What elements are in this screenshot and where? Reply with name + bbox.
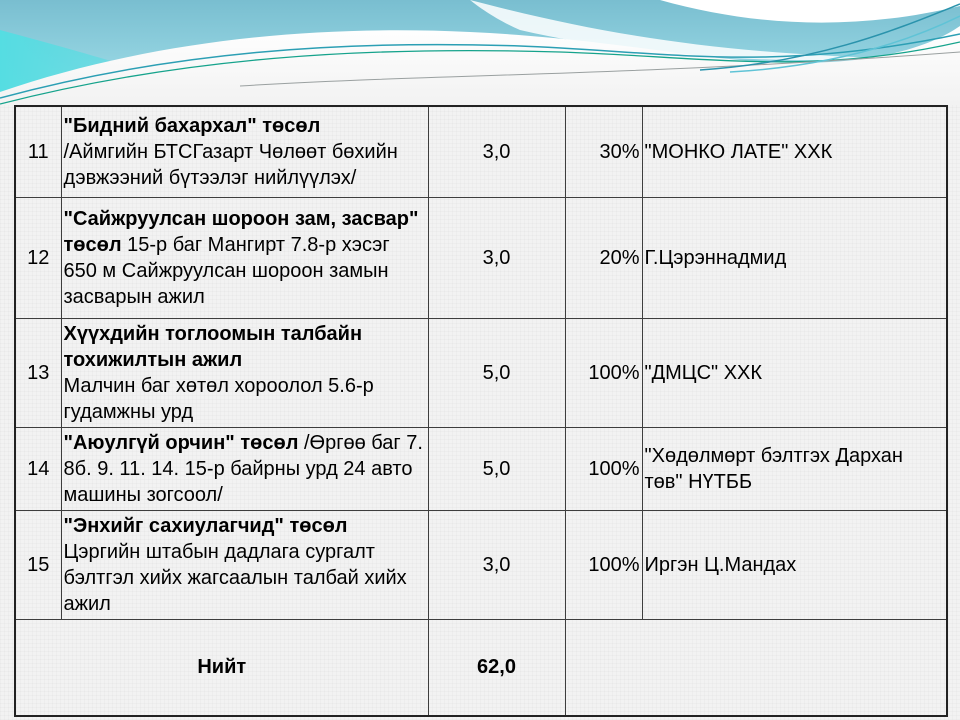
total-amount: 62,0 (428, 619, 565, 716)
project-description-cell (61, 106, 428, 197)
project-title: "Сайжруулсан шороон зам, засвар" төсөл (63, 207, 419, 256)
total-empty-cell (565, 619, 947, 716)
contractor-cell: "МОНКО ЛАТЕ" ХХК (642, 106, 947, 197)
row-number: 13 (15, 318, 61, 427)
contractor-cell: Г.Цэрэннадмид (642, 197, 947, 318)
project-description-cell (61, 318, 428, 427)
contractor-cell: "Хөдөлмөрт бэлтгэх Дархан төв" НҮТББ (642, 427, 947, 510)
project-detail: Малчин баг хөтөл хороолол 5.6-р гудамжны урд (63, 374, 374, 423)
percent-cell: 100% (565, 427, 642, 510)
amount-cell: 3,0 (428, 197, 565, 318)
project-detail: 15-р баг Мангирт 7.8-р хэсэг 650 м Сайжруулсан шороон замын засварын ажил (63, 233, 390, 308)
total-label: Нийт (15, 619, 428, 716)
project-detail: /Аймгийн БТСГазарт Чөлөөт бөхийн дэвжээний бүтээлэг нийлүүлэх/ (63, 140, 398, 189)
project-description-cell (61, 427, 428, 510)
contractor-cell: Иргэн Ц.Мандах (642, 510, 947, 619)
amount-cell: 3,0 (428, 106, 565, 197)
project-title: Хүүхдийн тоглоомын талбайн тохижилтын ажил (63, 322, 363, 371)
header-wave-decoration (0, 0, 960, 105)
percent-cell: 100% (565, 510, 642, 619)
project-title: "Бидний бахархал" төсөл (63, 114, 321, 137)
contractor-cell: "ДМЦС" ХХК (642, 318, 947, 427)
project-detail: /Өргөө баг 7. 8б. 9. 11. 14. 15-р байрны урд 24 авто машины зогсоол/ (63, 431, 423, 506)
table-row (15, 318, 947, 427)
row-number: 15 (15, 510, 61, 619)
project-description-cell (61, 510, 428, 619)
table-row (15, 427, 947, 510)
percent-cell: 20% (565, 197, 642, 318)
project-title: "Энхийг сахиулагчид" төсөл (63, 514, 348, 537)
row-number: 12 (15, 197, 61, 318)
project-detail: Цэргийн штабын дадлага сургалт бэлтгэл хийх жагсаалын талбай хийх ажил (63, 540, 407, 615)
total-row (15, 619, 947, 716)
row-number: 14 (15, 427, 61, 510)
amount-cell: 5,0 (428, 318, 565, 427)
wave-graphic (0, 0, 960, 105)
table-row (15, 197, 947, 318)
projects-table (14, 105, 948, 717)
table-row (15, 510, 947, 619)
project-description-cell (61, 197, 428, 318)
percent-cell: 30% (565, 106, 642, 197)
amount-cell: 5,0 (428, 427, 565, 510)
amount-cell: 3,0 (428, 510, 565, 619)
table-row (15, 106, 947, 197)
project-title: "Аюулгүй орчин" төсөл (63, 431, 299, 454)
row-number: 11 (15, 106, 61, 197)
percent-cell: 100% (565, 318, 642, 427)
